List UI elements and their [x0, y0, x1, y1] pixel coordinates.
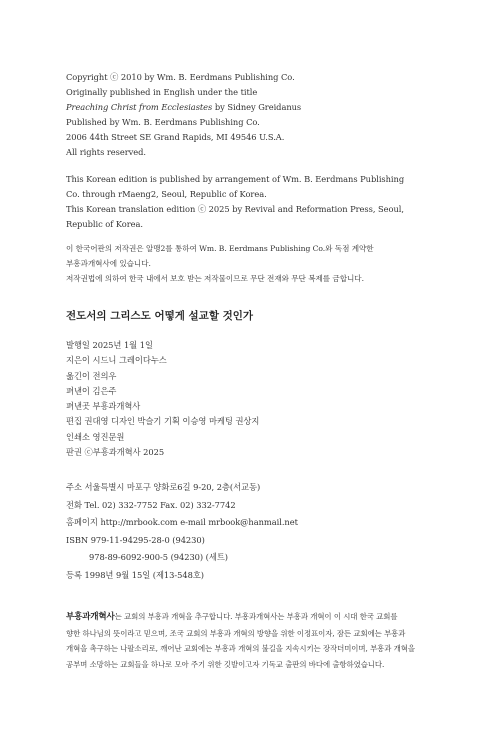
copyright-line: Copyright ⓒ 2010 by Wm. B. Eerdmans Publishing Co.	[66, 72, 295, 82]
book-title: 전도서의 그리스도 어떻게 설교할 것인가	[66, 310, 254, 322]
copyright-line: Originally published in English under the title	[66, 87, 258, 97]
publisher-logo: 부흥과개혁사	[66, 612, 115, 622]
copyright-line: All rights reserved.	[66, 147, 146, 157]
credit-line: 지은이 시드니 그레이다누스	[66, 355, 167, 366]
contact-block	[66, 479, 436, 584]
rights-line: 이 한국어판의 저작권은 알맹2를 통하여 Wm. B. Eerdmans Publishing Co.와 독점 계약한	[66, 244, 374, 253]
original-author: by Sidney Greidanus	[214, 102, 302, 112]
mission-line: 공부며 소망하는 교회들을 하나로 모아 주기 위한 깃발이고자 기독교 출판의 바다에 출항하였습니다.	[66, 659, 385, 669]
edition-line: Republic of Korea.	[66, 219, 143, 229]
credits-block	[66, 338, 436, 460]
copyright-line: 2006 44th Street SE Grand Rapids, MI 49546 U.S.A.	[66, 132, 285, 142]
isbn-set: 978-89-6092-900-5 (94230) (세트)	[89, 552, 228, 562]
credit-line: 발행일 2025년 1월 1일	[66, 340, 153, 350]
credit-line: 편집 권대영 디자인 박슬기 기획 이승영 마케팅 권상지	[66, 416, 260, 427]
credit-line: 펴낸이 김은주	[66, 385, 117, 396]
registration: 등록 1998년 9월 15일 (제13-548호)	[66, 569, 204, 580]
korean-rights-block	[66, 241, 436, 286]
copyright-line: Published by Wm. B. Eerdmans Publishing Co.	[66, 117, 260, 127]
credit-line: 인쇄소 영진문원	[66, 431, 125, 442]
phone: 전화 Tel. 02) 332-7752 Fax. 02) 332-7742	[66, 499, 236, 510]
credit-line: 펴낸곳 부흥과개혁사	[66, 401, 141, 412]
website-email: 홈페이지 http://mrbook.com e-mail mrbook@hanmail.net	[66, 517, 298, 527]
edition-line: This Korean translation edition ⓒ 2025 by Revival and Reformation Press, Seoul,	[66, 204, 404, 214]
rights-line: 부흥과개혁사에 있습니다.	[66, 259, 151, 268]
copyright-line	[66, 100, 436, 115]
credit-line: 판권 ⓒ부흥과개혁사 2025	[66, 447, 165, 458]
mission-line: 향한 하나님의 뜻이라고 믿으며, 조국 교회의 부흥과 개혁의 방향을 위한 이정표이자, 잠든 교회에는 부흥과	[66, 628, 406, 638]
mission-line: 개혁을 촉구하는 나팔소리로, 깨어난 교회에는 부흥과 개혁의 불길을 지속시키는 장작더미이며, 부흥과 개혁을	[66, 644, 415, 653]
copyright-block	[66, 70, 436, 160]
credit-line: 옮긴이 전의우	[66, 370, 117, 381]
isbn: ISBN 979-11-94295-28-0 (94230)	[66, 534, 205, 545]
mission-text: 는 교회의 부흥과 개혁을 추구합니다. 부흥과개혁사는 부흥과 개혁이 이 시대 한국 교회를	[114, 612, 398, 621]
mission-line	[66, 609, 436, 626]
edition-block	[66, 172, 436, 232]
edition-line: Co. through rMaeng2, Seoul, Republic of Korea.	[66, 189, 267, 199]
publisher-mission	[66, 609, 436, 672]
address: 주소 서울특별시 마포구 양화로6길 9-20, 2층(서교동)	[66, 482, 261, 492]
edition-line: This Korean edition is published by arrangement of Wm. B. Eerdmans Publishing	[66, 174, 405, 184]
original-title: Preaching Christ from Ecclesiastes	[66, 102, 213, 112]
rights-line: 저작권법에 의하여 한국 내에서 보호 받는 저작물이므로 무단 전재와 무단 복제를 금합니다.	[66, 274, 364, 283]
